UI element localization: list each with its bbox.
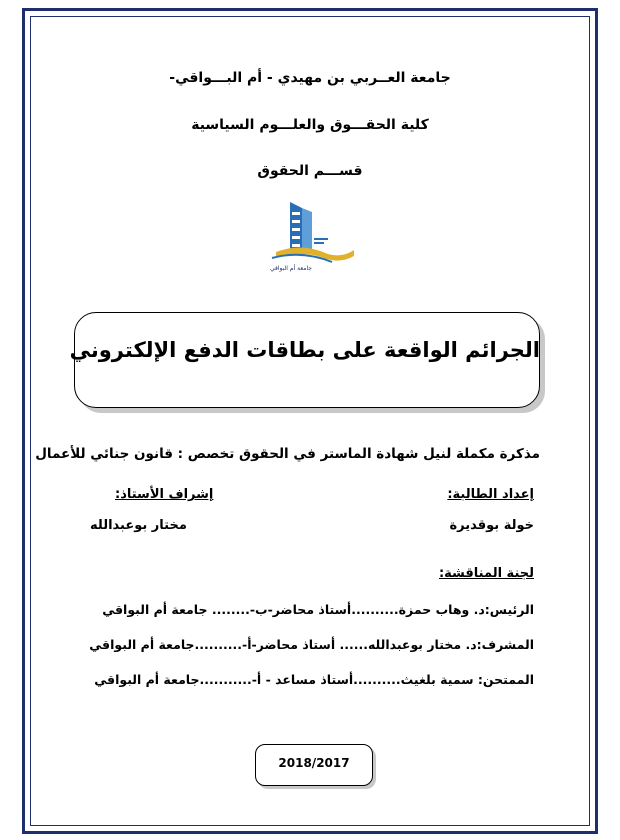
- committee-member-supervisor: المشرف:د. مختار بوعبدالله...... أستاذ محاضر-أ-..........جامعة أم البواقي: [89, 637, 534, 652]
- university-logo-icon: [262, 198, 358, 274]
- page-border-inner: [30, 16, 590, 826]
- academic-year: 2018/2017: [278, 756, 350, 770]
- committee-member-examiner: الممتحن: سمية بلغيث..........أستاذ مساعد - أ-...........جامعة أم البواقي: [94, 672, 534, 687]
- university-name: جامعة العــربي بن مهيدي - أم البـــواقي-: [169, 70, 451, 86]
- thesis-title: الجرائم الواقعة على بطاقات الدفع الإلكتروني: [69, 338, 540, 362]
- supervisor-name: مختار بوعبدالله: [90, 518, 187, 533]
- thesis-subtitle: مذكرة مكملة لنيل شهادة الماستر في الحقوق تخصص : قانون جنائي للأعمال: [35, 446, 540, 462]
- committee-member-president: الرئيس:د. وهاب حمزة..........أستاذ محاضر-ب-........ جامعة أم البواقي: [102, 602, 534, 617]
- faculty-name: كلية الحقـــوق والعلـــوم السياسية: [191, 117, 429, 133]
- supervisor-label: إشراف الأستاذ:: [115, 487, 214, 502]
- logo-caption: جامعة أم البواقي: [270, 265, 312, 272]
- student-label: إعداد الطالبة:: [447, 487, 534, 502]
- department-name: قســـم الحقوق: [257, 163, 363, 179]
- student-name: خولة بوقديرة: [449, 518, 534, 533]
- committee-label: لجنة المناقشة:: [438, 566, 534, 581]
